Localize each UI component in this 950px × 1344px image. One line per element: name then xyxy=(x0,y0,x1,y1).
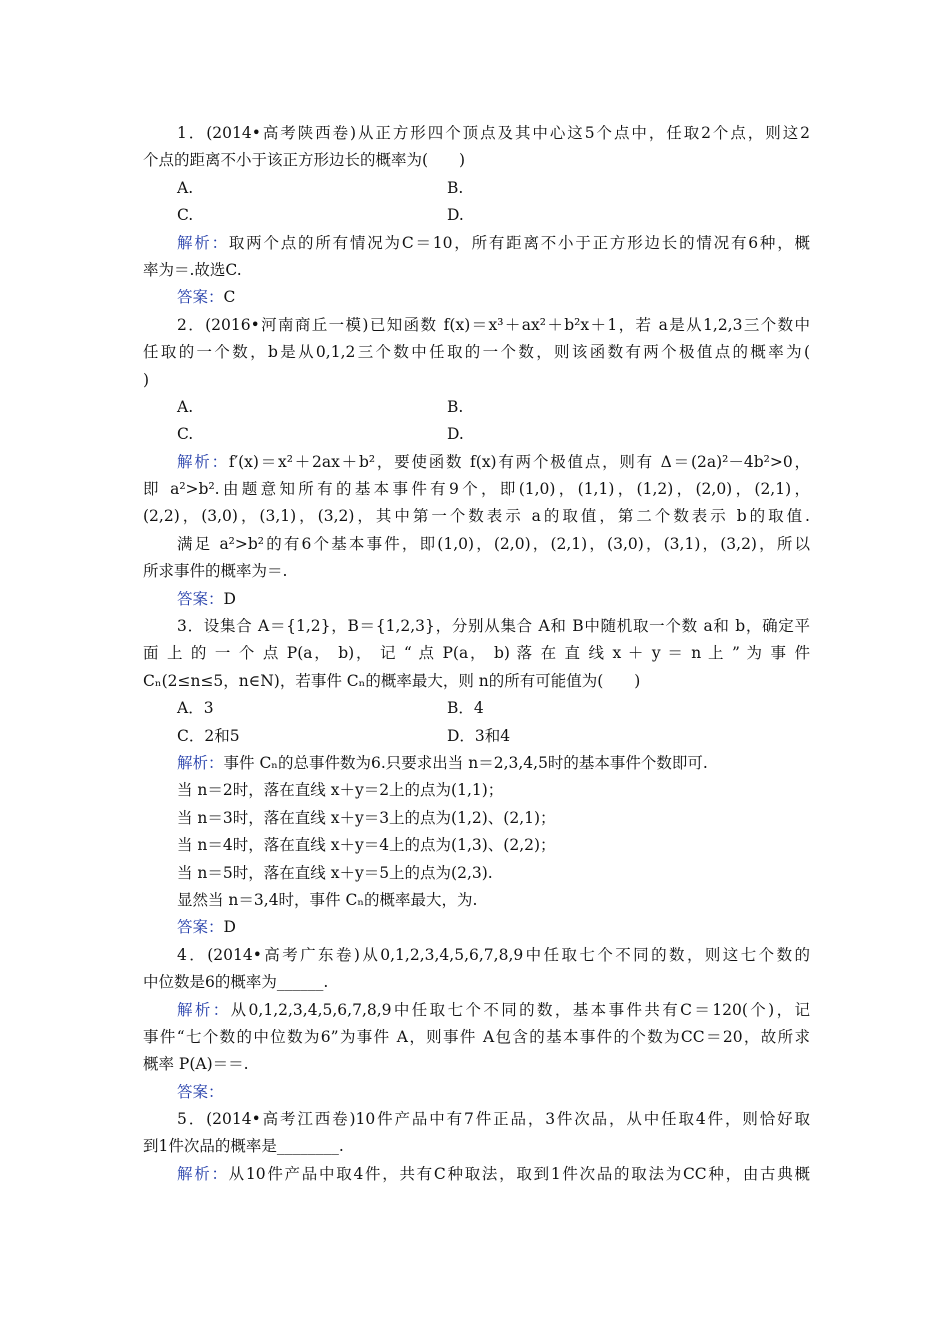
q2-option-c: C. xyxy=(177,425,194,444)
q3-solution-label: 解析： xyxy=(177,753,224,772)
q1-solution-line-2: 率为＝.故选C. xyxy=(143,260,242,279)
q2-answer-label: 答案： xyxy=(177,589,224,608)
q3-options-row-2 xyxy=(143,723,810,750)
q5-stem-line-1: 5．(2014•高考江西卷)10件产品中有7件正品，3件次品，从中任取4件，则恰好取 xyxy=(177,1110,810,1129)
q3-solution-text-1: 事件 Cₙ的总事件数为6.只要求出当 n＝2,3,4,5时的基本事件个数即可. xyxy=(223,753,708,772)
q2-solution-line-3: (2,2)，(3,0)，(3,1)，(3,2)，其中第一个数表示 a的取值，第二个数表示 b的取值. xyxy=(143,507,810,526)
q2-option-a: A. xyxy=(177,397,194,416)
q1-options-row-1 xyxy=(143,175,810,202)
q3-stem-line-3: Cₙ(2≤n≤5，n∈N)，若事件 Cₙ的概率最大，则 n的所有可能值为( ) xyxy=(143,671,641,690)
q1-solution-label: 解析： xyxy=(177,233,229,252)
q4-answer xyxy=(143,1079,810,1106)
q2-options-row-1 xyxy=(143,394,810,421)
q5-solution-label: 解析： xyxy=(177,1164,229,1183)
q4-solution-line-3: 概率 P(A)＝＝. xyxy=(143,1055,249,1074)
q5-solution-text-1: 从10件产品中取4件，共有C种取法，取到1件次品的取法为CC种，由古典概 xyxy=(228,1164,810,1183)
q2-answer-value: D xyxy=(223,589,236,608)
document-body xyxy=(143,120,810,1188)
q2-solution-line-5: 所求事件的概率为＝. xyxy=(143,562,288,581)
q3-solution-line-2: 当 n＝2时，落在直线 x＋y＝2上的点为(1,1)； xyxy=(177,781,504,800)
q1-solution-line-1 xyxy=(143,230,810,257)
q5-stem-line-2: 到1件次品的概率是________. xyxy=(143,1137,344,1156)
q3-answer-value: D xyxy=(223,918,236,937)
q3-option-b: B．4 xyxy=(447,699,484,718)
q3-stem-line-2: 面 上 的 一 个 点 P(a， b)， 记 “ 点 P(a， b) 落 在 直 线 x ＋ y ＝ n 上 ” 为 事 件 xyxy=(143,644,810,663)
q3-solution-line-1 xyxy=(143,750,810,777)
q4-stem-line-1: 4．(2014•高考广东卷)从0,1,2,3,4,5,6,7,8,9中任取七个不同的数，则这七个数的 xyxy=(177,945,810,964)
q2-solution-line-1 xyxy=(143,449,810,476)
q2-solution-text-1: f′(x)＝x²＋2ax＋b²，要使函数 f(x)有两个极值点，则有 Δ＝(2a)²－4b²>0， xyxy=(228,452,810,471)
q1-answer xyxy=(143,284,810,311)
q3-stem-line-1: 3．设集合 A＝{1,2}，B＝{1,2,3}，分别从集合 A和 B中随机取一个数 a和 b，确定平 xyxy=(177,617,810,636)
q1-stem-line-2: 个点的距离不小于该正方形边长的概率为( ) xyxy=(143,151,466,170)
q3-solution-line-4: 当 n＝4时，落在直线 x＋y＝4上的点为(1,3)、(2,2)； xyxy=(177,836,556,855)
q2-options-row-2 xyxy=(143,421,810,448)
q1-answer-value: C xyxy=(223,288,236,307)
q3-solution-line-5: 当 n＝5时，落在直线 x＋y＝5上的点为(2,3). xyxy=(177,863,493,882)
q3-options-row-1 xyxy=(143,695,810,722)
q1-options-row-2 xyxy=(143,202,810,229)
q1-solution-text-1: 取两个点的所有情况为C＝10，所有距离不小于正方形边长的情况有6种，概 xyxy=(228,233,810,252)
q1-answer-label: 答案： xyxy=(177,288,224,307)
q1-option-c: C. xyxy=(177,206,194,225)
q3-option-a: A．3 xyxy=(177,699,214,718)
q3-answer xyxy=(143,914,810,941)
q2-option-d: D. xyxy=(447,425,464,444)
q1-option-d: D. xyxy=(447,206,464,225)
q4-solution-line-1 xyxy=(143,997,810,1024)
q3-option-c: C．2和5 xyxy=(177,726,240,745)
q1-option-a: A. xyxy=(177,178,194,197)
q2-stem-line-2: 任取的一个数，b是从0,1,2三个数中任取的一个数，则该函数有两个极值点的概率为( xyxy=(143,343,810,362)
q3-solution-line-6: 显然当 n＝3,4时，事件 Cₙ的概率最大，为. xyxy=(177,890,478,909)
q5-solution-line-1 xyxy=(143,1161,810,1188)
q4-answer-label: 答案： xyxy=(177,1082,224,1101)
q2-answer xyxy=(143,586,810,613)
q1-stem-line-1: 1．(2014•高考陕西卷)从正方形四个顶点及其中心这5个点中，任取2个点，则这2 xyxy=(177,124,810,142)
q3-solution-line-3: 当 n＝3时，落在直线 x＋y＝3上的点为(1,2)、(2,1)； xyxy=(177,808,556,827)
q2-stem-line-3: ) xyxy=(143,370,150,389)
q1-option-b: B. xyxy=(447,178,464,197)
q2-solution-line-2: 即 a²>b².由题意知所有的基本事件有9个，即(1,0)，(1,1)，(1,2)，(2,0)，(2,1)， xyxy=(143,480,810,499)
q2-stem-line-1: 2．(2016•河南商丘一模)已知函数 f(x)＝x³＋ax²＋b²x＋1，若 a是从1,2,3三个数中 xyxy=(177,315,810,334)
q2-option-b: B. xyxy=(447,397,464,416)
q3-option-d: D．3和4 xyxy=(447,726,511,745)
q4-solution-label: 解析： xyxy=(177,1000,231,1019)
q4-stem-line-2: 中位数是6的概率为______. xyxy=(143,973,329,992)
q4-solution-text-1: 从0,1,2,3,4,5,6,7,8,9中任取七个不同的数，基本事件共有C＝120(个)，记 xyxy=(230,1000,810,1019)
q4-solution-line-2: 事件“七个数的中位数为6”为事件 A，则事件 A包含的基本事件的个数为CC＝20，故所求 xyxy=(143,1027,810,1046)
q3-answer-label: 答案： xyxy=(177,918,224,937)
q2-solution-label: 解析： xyxy=(177,452,229,471)
q2-solution-line-4: 满足 a²>b²的有6个基本事件，即(1,0)，(2,0)，(2,1)，(3,0)，(3,1)，(3,2)，所以 xyxy=(177,534,810,553)
